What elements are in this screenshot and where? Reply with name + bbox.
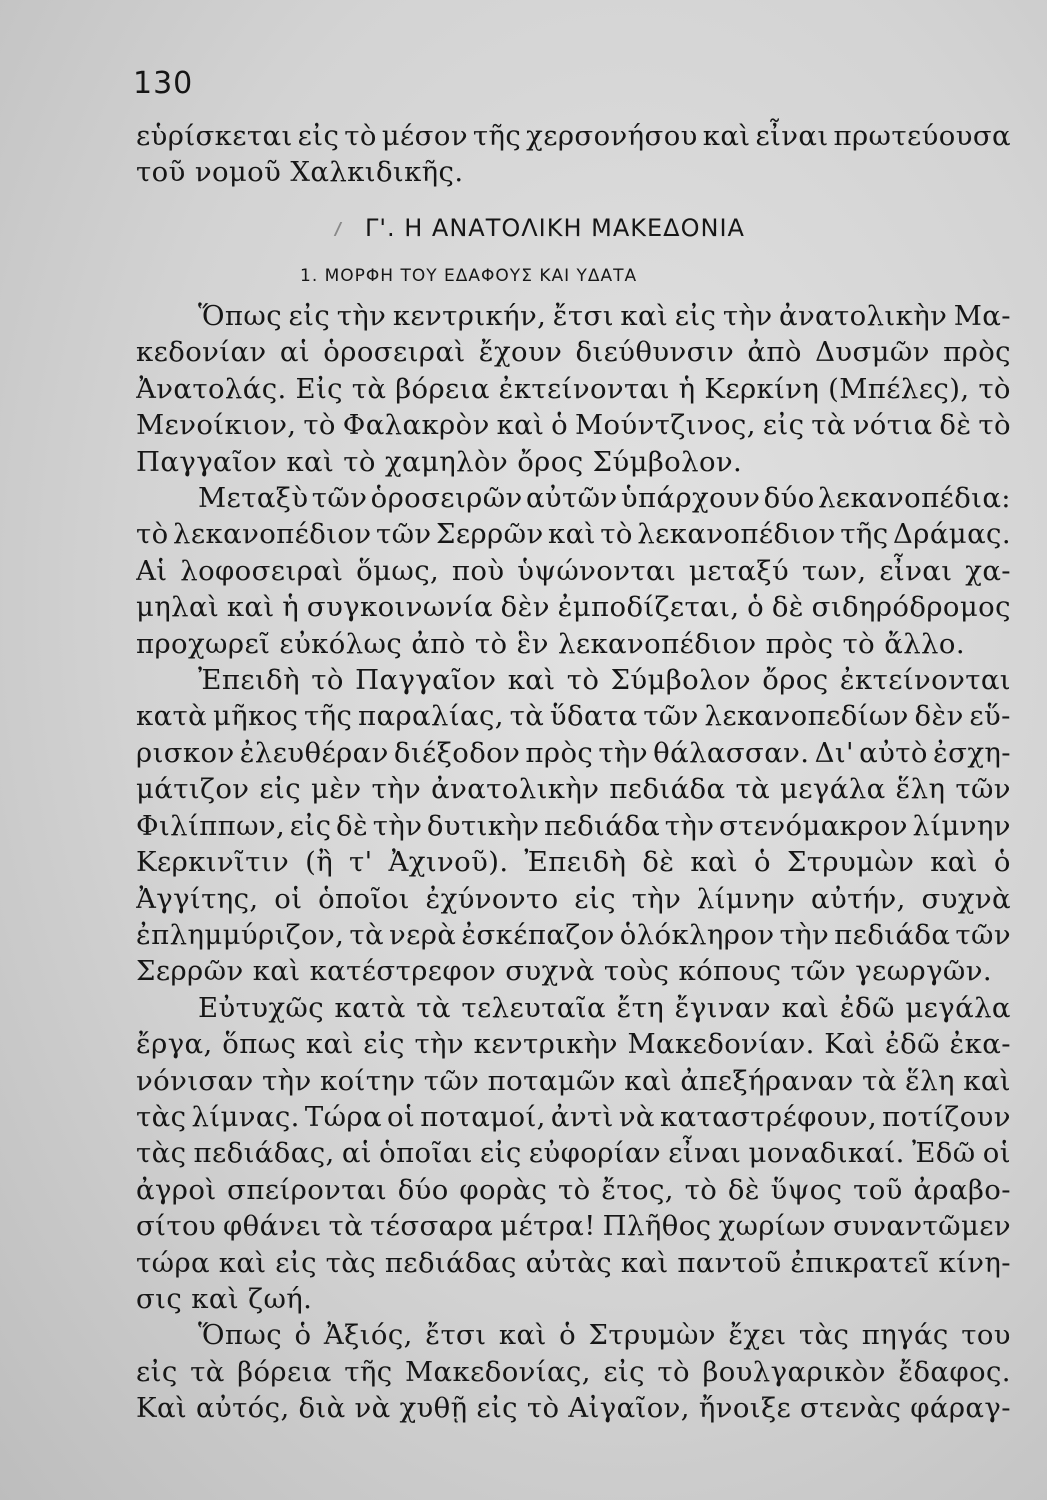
body-text — [136, 298, 1011, 1427]
text-line: Εὐτυχῶς κατὰ τὰ τελευταῖα ἔτη ἔγιναν καὶ ἐδῶ μεγάλα — [198, 991, 1011, 1024]
text-line: Καὶ αὐτός, διὰ νὰ χυθῇ εἰς τὸ Αἰγαῖον, ἤνοιξε στενὰς φάραγ- — [136, 1392, 1011, 1425]
text-line: εὑρίσκεται εἰς τὸ μέσον τῆς χερσονήσου καὶ εἶναι πρωτεύουσα — [136, 120, 1011, 152]
text-line: Φιλίππων, εἰς δὲ τὴν δυτικὴν πεδιάδα τὴν στενόμακρον λίμνην — [136, 809, 1011, 842]
text-line: Μενοίκιον, τὸ Φαλακρὸν καὶ ὁ Μούντζινος, εἰς τὰ νότια δὲ τὸ — [136, 409, 1011, 442]
text-line: Σερρῶν καὶ κατέστρεφον συχνὰ τοὺς κόπους τῶν γεωργῶν. — [136, 955, 993, 988]
text-line: Αἱ λοφοσειραὶ ὅμως, ποὺ ὑψώνονται μεταξύ των, εἶναι χα- — [136, 554, 1011, 587]
text-line: εἰς τὰ βόρεια τῆς Μακεδονίας, εἰς τὸ βουλγαρικὸν ἔδαφος. — [136, 1355, 1011, 1388]
text-line: Κερκινῖτιν (ἢ τ' Ἀχινοῦ). Ἐπειδὴ δὲ καὶ ὁ Στρυμὼν καὶ ὁ — [136, 846, 1011, 879]
text-line: Ἀνατολάς. Εἰς τὰ βόρεια ἐκτείνονται ἡ Κερκίνη (Μπέλες), τὸ — [136, 372, 1011, 405]
intro-paragraph — [136, 118, 1011, 191]
text-line: σίτου φθάνει τὰ τέσσαρα μέτρα! Πλῆθος χωρίων συναντῶμεν — [136, 1210, 1011, 1243]
text-line: νόνισαν τὴν κοίτην τῶν ποταμῶν καὶ ἀπεξήραναν τὰ ἕλη καὶ — [136, 1064, 1011, 1097]
text-line: σις καὶ ζωή. — [136, 1282, 313, 1315]
text-line: Μεταξὺ τῶν ὁροσειρῶν αὐτῶν ὑπάρχουν δύο λεκανοπέδια: — [198, 482, 1011, 515]
text-line: Ὅπως ὁ Ἀξιός, ἔτσι καὶ ὁ Στρυμὼν ἔχει τὰς πηγάς του — [198, 1319, 1011, 1352]
text-line: ἔργα, ὅπως καὶ εἰς τὴν κεντρικὴν Μακεδονίαν. Καὶ ἐδῶ ἐκα- — [136, 1028, 1011, 1061]
text-line: τὰς πεδιάδας, αἱ ὁποῖαι εἰς εὐφορίαν εἶναι μοναδικαί. Ἐδῶ οἱ — [136, 1137, 1011, 1170]
text-line: ἐπλημμύριζον, τὰ νερὰ ἐσκέπαζον ὁλόκληρον τὴν πεδιάδα τῶν — [136, 918, 1011, 951]
text-line: ἀγροὶ σπείρονται δύο φορὰς τὸ ἔτος, τὸ δὲ ὕψος τοῦ ἀραβο- — [136, 1173, 1011, 1206]
text-line: κατὰ μῆκος τῆς παραλίας, τὰ ὕδατα τῶν λεκανοπεδίων δὲν εὕ- — [136, 700, 1011, 733]
text-line: τοῦ νομοῦ Χαλκιδικῆς. — [136, 156, 464, 189]
text-line: τώρα καὶ εἰς τὰς πεδιάδας αὐτὰς καὶ παντοῦ ἐπικρατεῖ κίνη- — [136, 1246, 1011, 1279]
text-line: Ἀγγίτης, οἱ ὁποῖοι ἐχύνοντο εἰς τὴν λίμνην αὐτήν, συχνὰ — [136, 882, 1011, 915]
text-line: προχωρεῖ εὐκόλως ἀπὸ τὸ ἓν λεκανοπέδιον πρὸς τὸ ἄλλο. — [136, 627, 965, 660]
pencil-mark — [334, 222, 355, 236]
text-line: κεδονίαν αἱ ὁροσειραὶ ἔχουν διεύθυνσιν ἀπὸ Δυσμῶν πρὸς — [136, 336, 1011, 369]
text-line: τὰς λίμνας. Τώρα οἱ ποταμοί, ἀντὶ νὰ καταστρέφουν, ποτίζουν — [136, 1100, 1011, 1133]
section-heading: 1. ΜΟΡΦΗ ΤΟΥ ΕΔΑΦΟΥΣ ΚΑΙ ΥΔΑΤΑ — [300, 266, 638, 286]
text-line: ρισκον ἐλευθέραν διέξοδον πρὸς τὴν θάλασσαν. Δι' αὐτὸ ἐσχη- — [136, 736, 1011, 769]
text-line: Ὅπως εἰς τὴν κεντρικήν, ἔτσι καὶ εἰς τὴν ἀνατολικὴν Μα- — [198, 300, 1011, 332]
text-line: Ἐπειδὴ τὸ Παγγαῖον καὶ τὸ Σύμβολον ὄρος ἐκτείνονται — [198, 664, 1011, 697]
text-line: μάτιζον εἰς μὲν τὴν ἀνατολικὴν πεδιάδα τὰ μεγάλα ἕλη τῶν — [136, 773, 1011, 806]
text-line: Παγγαῖον καὶ τὸ χαμηλὸν ὄρος Σύμβολον. — [136, 445, 743, 478]
text-line: τὸ λεκανοπέδιον τῶν Σερρῶν καὶ τὸ λεκανοπέδιον τῆς Δράμας. — [136, 518, 1011, 551]
text-line: μηλαὶ καὶ ἡ συγκοινωνία δὲν ἐμποδίζεται, ὁ δὲ σιδηρόδρομος — [136, 591, 1011, 624]
page-number: 130 — [133, 66, 194, 101]
chapter-heading: Γ'. Η ΑΝΑΤΟΛΙΚΗ ΜΑΚΕΔΟΝΙΑ — [365, 214, 745, 242]
